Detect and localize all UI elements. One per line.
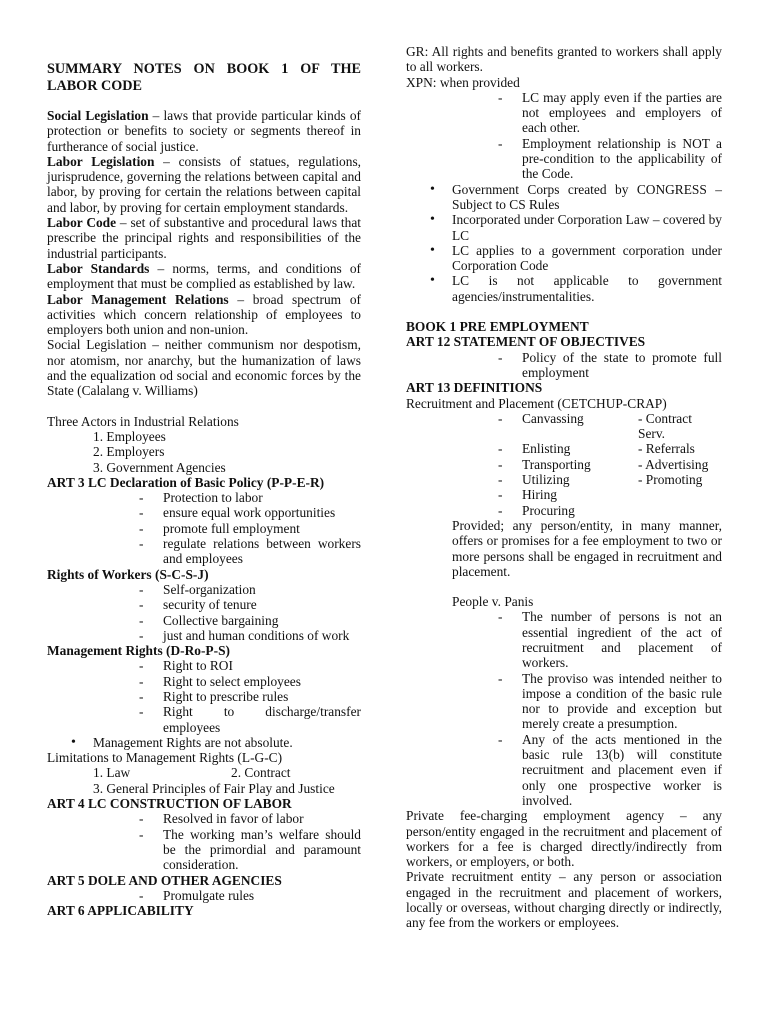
limitations-row (47, 765, 361, 780)
list-item: • Government Corps created by CONGRESS – Subject to CS Rules (406, 182, 722, 213)
recruitment-activity: - Transporting (522, 456, 591, 472)
provided-paragraph: Provided; any person/entity, in many manner, offers or promises for a fee employment to two or more persons shall be engaged in recruitment and placement. (452, 517, 722, 579)
definition-paragraph (47, 154, 361, 215)
definition-text: – laws that provide particular kinds of protection or benefits to society or segments thereof in furtherance of social justice. (47, 108, 361, 154)
list-item: 3. Government Agencies (93, 459, 226, 475)
list-item: - promote full employment (47, 521, 361, 536)
recruitment-activity: - Utilizing (522, 472, 570, 488)
list-item: • Management Rights are not absolute. (47, 735, 361, 750)
recruitment-activity: - Hiring (522, 487, 557, 503)
list-item: - The working man’s welfare should be the primordial and paramount consideration. (47, 827, 361, 873)
list-item: • LC is not applicable to government agencies/instrumentalities. (406, 273, 722, 304)
list-item (406, 487, 722, 502)
definition-term: Labor Legislation (47, 153, 155, 169)
list-item: • Incorporated under Corporation Law – covered by LC (406, 212, 722, 243)
definition-paragraph (47, 261, 361, 292)
definition-term: Social Legislation (47, 108, 149, 123)
government-bullets (406, 182, 722, 304)
definition-text: – set of substantive and procedural laws that prescribe the principal rights and responsibilities of the industrial participants. (47, 215, 362, 261)
definition-text: – norms, terms, and conditions of employment that must be complied as established by law. (47, 260, 361, 292)
definition-paragraph (47, 215, 361, 261)
actors-list (47, 429, 361, 475)
list-item: 2. Contract (231, 765, 291, 781)
social-legislation-paragraph: Social Legislation – neither communism nor despotism, nor atomism, nor anarchy, but the humanization of laws and the equalization od social and economic forces by the State (Calalang v. Williams) (47, 337, 361, 399)
art6-heading: ART 6 APPLICABILITY (47, 903, 194, 919)
management-rights-heading: Management Rights (D-Ro-P-S) (47, 643, 230, 659)
recruitment-heading: Recruitment and Placement (CETCHUP-CRAP) (406, 395, 667, 411)
list-item: - security of tenure (47, 597, 361, 612)
definition-term: Labor Management Relations (47, 291, 229, 307)
recruitment-activity: - Promoting (638, 472, 703, 488)
private-recruitment-paragraph: Private recruitment entity – any person or association engaged in the recruitment and placement of workers, locally or overseas, without charging directly or indirectly, any fee from the workers or employees. (406, 869, 722, 931)
definition-term: Labor Standards (47, 260, 150, 276)
panis-heading: People v. Panis (452, 594, 534, 610)
art5-list (47, 888, 361, 903)
art13-heading: ART 13 DEFINITIONS (406, 380, 543, 396)
document-title: SUMMARY NOTES ON BOOK 1 OF THE LABOR CODE (47, 61, 361, 94)
rights-heading: Rights of Workers (S-C-S-J) (47, 566, 209, 582)
art5-heading: ART 5 DOLE AND OTHER AGENCIES (47, 872, 282, 888)
list-item: 3. General Principles of Fair Play and Justice (93, 780, 335, 796)
list-item: - Right to prescribe rules (47, 689, 361, 704)
list-item (406, 472, 722, 487)
left-column (47, 0, 361, 918)
list-item: • LC applies to a government corporation under Corporation Code (406, 243, 722, 274)
definition-paragraph (47, 108, 361, 154)
recruitment-activity: - Enlisting (522, 441, 571, 457)
list-item (406, 503, 722, 518)
list-item: 2. Employers (93, 444, 165, 460)
art3-list (47, 490, 361, 566)
panis-list (406, 609, 722, 808)
recruitment-activity (638, 487, 722, 502)
list-item: - ensure equal work opportunities (47, 505, 361, 520)
management-rights-list (47, 658, 361, 734)
list-item: - Resolved in favor of labor (47, 811, 361, 826)
rights-list (47, 582, 361, 643)
definitions (47, 108, 361, 337)
art12-list (406, 350, 722, 381)
actors-heading: Three Actors in Industrial Relations (47, 413, 239, 429)
definition-paragraph (47, 292, 361, 338)
list-item: - Policy of the state to promote full employment (406, 350, 722, 381)
recruitment-activity (638, 503, 722, 518)
list-item: - Self-organization (47, 582, 361, 597)
art4-list (47, 811, 361, 872)
list-item: - regulate relations between workers and employees (47, 536, 361, 567)
definition-text: – consists of statues, regulations, jurisprudence, governing the relations between capital and labor, by proving for certain the relations between capital and labor, by proving for certain employment standards. (47, 153, 362, 215)
recruitment-list (406, 411, 722, 518)
recruitment-activity: - Procuring (522, 502, 575, 518)
list-item: 1. Law (93, 765, 131, 781)
right-column (406, 0, 722, 931)
recruitment-activity: - Advertising (638, 456, 709, 472)
list-item: - just and human conditions of work (47, 628, 361, 643)
art4-heading: ART 4 LC CONSTRUCTION OF LABOR (47, 796, 292, 812)
list-item: - Collective bargaining (47, 613, 361, 628)
list-item (406, 411, 722, 442)
list-item: - Protection to labor (47, 490, 361, 505)
list-item: 1. Employees (93, 428, 166, 444)
recruitment-activity: - Contract Serv. (638, 410, 692, 442)
list-item: - Any of the acts mentioned in the basic rule 13(b) will constitute recruitment and placement even if only one prospective worker is involved. (406, 732, 722, 808)
recruitment-activity: - Canvassing (522, 410, 584, 426)
gr-paragraph: GR: All rights and benefits granted to workers shall apply to all workers. (406, 44, 722, 75)
recruitment-activity: - Referrals (638, 441, 695, 457)
xpn-line: XPN: when provided (406, 74, 520, 90)
management-bullet-list (47, 735, 361, 750)
limitations-heading: Limitations to Management Rights (L-G-C) (47, 750, 283, 766)
art12-heading: ART 12 STATEMENT OF OBJECTIVES (406, 334, 646, 350)
list-item: - LC may apply even if the parties are not employees and employers of each other. (406, 90, 722, 136)
definition-term: Labor Code (47, 215, 117, 231)
list-item: - The proviso was intended neither to impose a condition of the basic rule nor to provide and exception but merely create a presumption. (406, 671, 722, 732)
list-item: - Right to ROI (47, 658, 361, 673)
book1-heading: BOOK 1 PRE EMPLOYMENT (406, 319, 589, 335)
list-item: - Promulgate rules (47, 888, 361, 903)
list-item (406, 441, 722, 456)
art3-heading: ART 3 LC Declaration of Basic Policy (P-P-E-R) (47, 474, 325, 490)
list-item: - Right to select employees (47, 674, 361, 689)
list-item (406, 457, 722, 472)
definition-text: – broad spectrum of activities which concern relationship of employees to employers both union and non-union. (47, 291, 361, 338)
xpn-list (406, 90, 722, 182)
private-fee-paragraph: Private fee-charging employment agency – any person/entity engaged in the recruitment and placement of workers for a fee is charged directly/indirectly from workers, or employers, or both. (406, 808, 722, 870)
list-item: - Employment relationship is NOT a pre-condition to the applicability of the Code. (406, 136, 722, 182)
list-item: - The number of persons is not an essential ingredient of the act of recruitment and placement of workers. (406, 609, 722, 670)
list-item: - Right to discharge/transfer employees (47, 704, 361, 735)
